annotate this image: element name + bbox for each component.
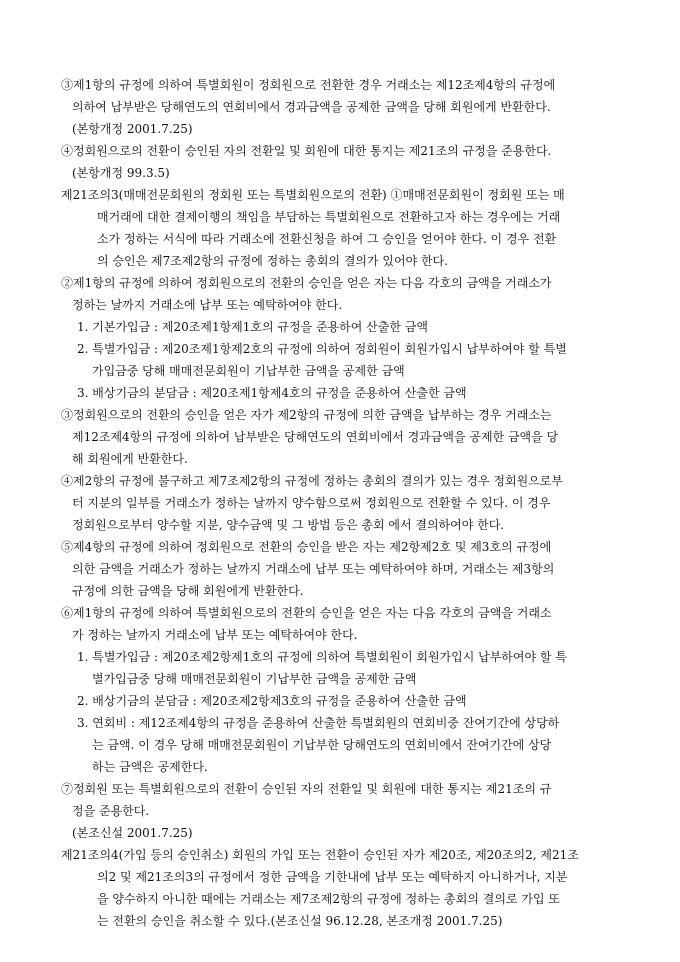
text-line: ⑦정회원 또는 특별회원으로의 전환이 승인된 자의 전환일 및 회원에 대한 통지는 제21조의 규 [61, 782, 552, 796]
text-line: 는 전환의 승인을 취소할 수 있다.(본조신설 96.12.28, 본조개정 2001.7.25) [97, 914, 503, 928]
text-line: ③제1항의 규정에 의하여 특별회원이 정회원으로 전환한 경우 거래소는 제12조제4항의 규정에 [61, 78, 556, 92]
text-line: 소가 정하는 서식에 따라 거래소에 전환신청을 하여 그 승인을 얻어야 한다. 이 경우 전환 [97, 232, 557, 246]
text-line: 가입금중 당해 매매전문회원이 기납부한 금액을 공제한 금액 [92, 364, 405, 378]
text-line: 의 승인은 제7조제2항의 규정에 정하는 총회의 결의가 있어야 한다. [97, 254, 448, 268]
text-line: 규정에 의한 금액을 당해 회원에게 반환한다. [72, 584, 304, 598]
text-line: ④정회원으로의 전환이 승인된 자의 전환일 및 회원에 대한 통지는 제21조의 규정을 준용한다. [61, 144, 552, 158]
text-line: 을 양수하지 아니한 때에는 거래소는 제7조제2항의 규정에 정하는 총회의 결의로 가입 또 [97, 892, 560, 906]
article-heading-line: 제21조의3(매매전문회원의 정회원 또는 특별회원으로의 전환) ①매매전문회원이 정회원 또는 매 [61, 188, 565, 202]
text-line: ②제1항의 규정에 의하여 정회원으로의 전환의 승인을 얻은 자는 다음 각호의 금액을 거래소가 [61, 276, 552, 290]
text-line: 제12조제4항의 규정에 의하여 납부받은 당해연도의 연회비에서 경과금액을 공제한 금액을 당 [72, 430, 559, 444]
amendment-note: (본조신설 2001.7.25) [72, 826, 193, 840]
text-line: 매거래에 대한 결제이행의 책임을 부담하는 특별회원으로 전환하고자 하는 경우에는 거래 [97, 210, 561, 224]
text-line: ⑤제4항의 규정에 의하여 정회원으로 전환의 승인을 받은 자는 제2항제2호 및 제3호의 규정에 [61, 540, 552, 554]
text-line: 의한 금액을 거래소가 정하는 날까지 거래소에 납부 또는 예탁하여야 하며, 거래소는 제3항의 [72, 562, 555, 576]
text-line: 의2 및 제21조의3의 규정에서 정한 금액을 기한내에 납부 또는 예탁하지 아니하거나, 지분 [97, 870, 568, 884]
amendment-note: (본항개정 2001.7.25) [72, 122, 193, 136]
text-line: 정하는 날까지 거래소에 납부 또는 예탁하여야 한다. [72, 298, 343, 312]
text-line: 터 지분의 일부를 거래소가 정하는 날까지 양수함으로써 정회원으로 전환할 수 있다. 이 경우 [72, 496, 551, 510]
text-line: 가 정하는 날까지 거래소에 납부 또는 예탁하여야 한다. [72, 628, 358, 642]
text-line: 2. 배상기금의 분담금 : 제20조제2항제3호의 규정을 준용하여 산출한 금액 [77, 694, 467, 708]
text-line: ④제2항의 규정에 불구하고 제7조제2항의 규정에 정하는 총회의 결의가 있는 경우 정회원으로부 [61, 474, 563, 488]
text-line: 해 회원에게 반환한다. [72, 452, 188, 466]
text-line: 정회원으로부터 양수할 지분, 양수금액 및 그 방법 등은 총회 에서 결의하여야 한다. [72, 518, 505, 532]
text-line: ⑥제1항의 규정에 의하여 특별회원으로의 전환의 승인을 얻은 자는 다음 각호의 금액을 거래소 [61, 606, 552, 620]
text-line: 하는 금액은 공제한다. [92, 760, 208, 774]
text-line: 3. 배상기금의 분담금 : 제20조제1항제4호의 규정을 준용하여 산출한 금액 [77, 386, 467, 400]
text-line: 정을 준용한다. [72, 804, 150, 818]
text-line: ③정회원으로의 전환의 승인을 얻은 자가 제2항의 규정에 의한 금액을 납부하는 경우 거래소는 [61, 408, 552, 422]
amendment-note: (본항개정 99.3.5) [72, 166, 170, 180]
text-line: 의하여 납부받은 당해연도의 연회비에서 경과금액을 공제한 금액을 당해 회원에게 반환한다. [72, 100, 551, 114]
text-line: 는 금액. 이 경우 당해 매매전문회원이 기납부한 당해연도의 연회비에서 잔여기간에 상당 [92, 738, 552, 752]
article-heading-line: 제21조의4(가입 등의 승인취소) 회원의 가입 또는 전환이 승인된 자가 제20조, 제20조의2, 제21조 [61, 848, 579, 862]
text-line: 1. 기본가입금 : 제20조제1항제1호의 규정을 준용하여 산출한 금액 [77, 320, 428, 334]
text-line: 별가입금중 당해 매매전문회원이 기납부한 금액을 공제한 금액 [92, 672, 417, 686]
text-line: 2. 특별가입금 : 제20조제1항제2호의 규정에 의하여 정회원이 회원가입시 납부하여야 할 특별 [77, 342, 567, 356]
text-line: 1. 특별가입금 : 제20조제2항제1호의 규정에 의하여 특별회원이 회원가입시 납부하여야 할 특 [77, 650, 567, 664]
text-line: 3. 연회비 : 제12조제4항의 규정을 준용하여 산출한 특별회원의 연회비중 잔여기간에 상당하 [77, 716, 560, 730]
